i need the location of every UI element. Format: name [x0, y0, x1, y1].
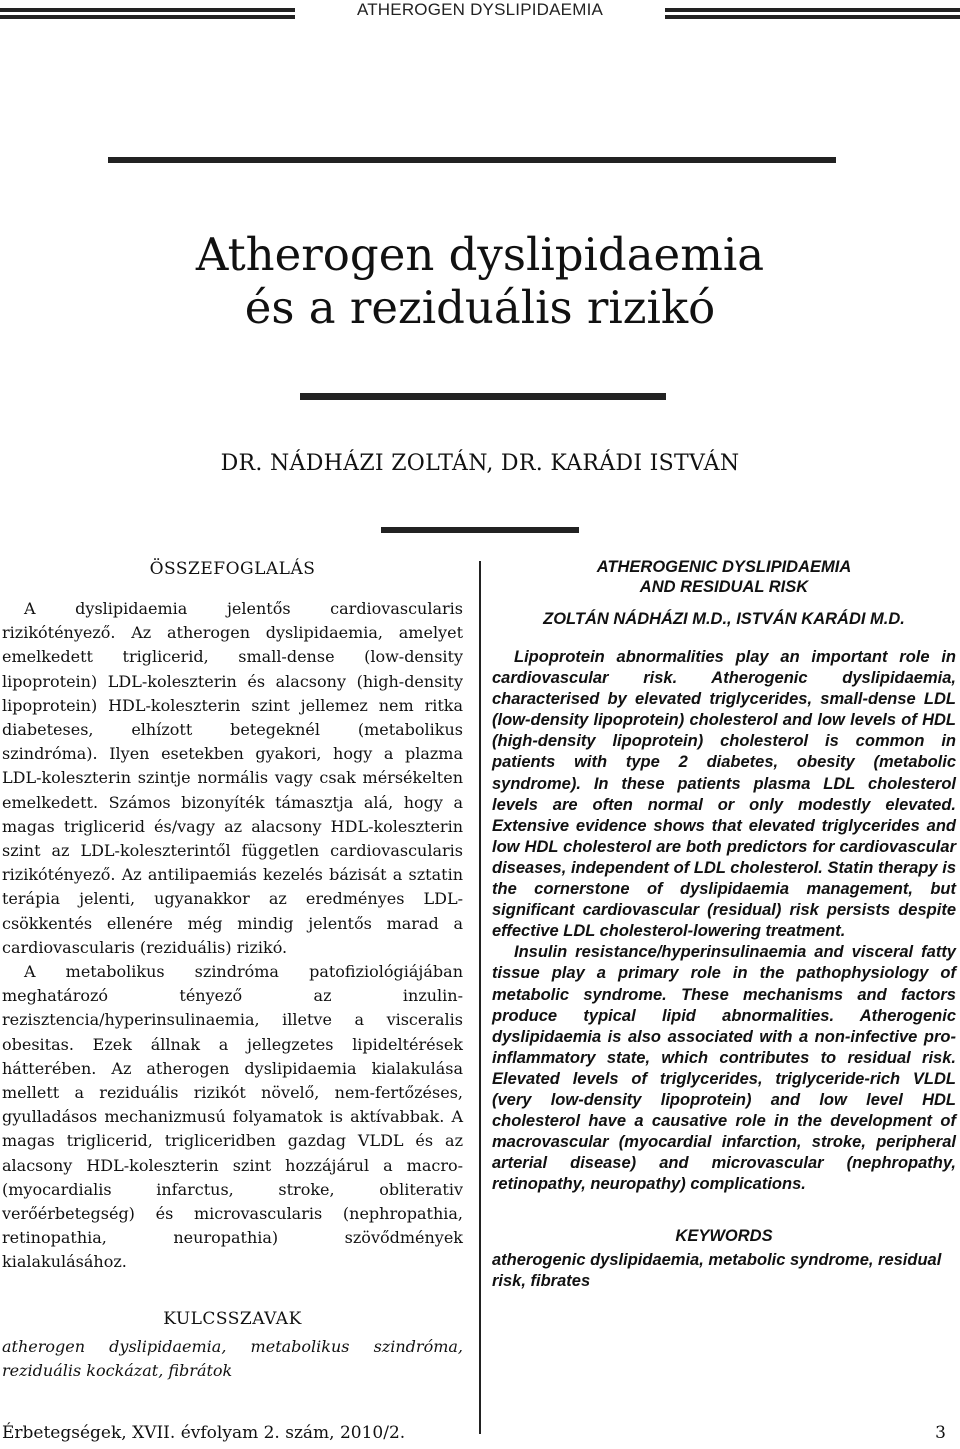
- abstract-english: [492, 557, 956, 1292]
- authors: DR. NÁDHÁZI ZOLTÁN, DR. KARÁDI ISTVÁN: [220, 451, 740, 476]
- english-title-line-2: AND RESIDUAL RISK: [639, 578, 809, 596]
- article-title: [0, 228, 960, 334]
- english-paragraph: Lipoprotein abnormalities play an important role in cardiovascular risk. Atherogenic dyslipidaemia, characterised by elevated triglycerides, small-dense LDL (low-density lipoprotein) cholesterol and low levels of HDL (high-density lipoprotein) cholesterol is common in patients with type 2 diabetes, obesity (metabolic syndrome). In these patients plasma LDL cholesterol levels are often normal or only modestly elevated. Extensive evidence shows that elevated triglycerides and low HDL cholesterol are both predictors for cardiovascular diseases, independent of LDL cholesterol. Statin therapy is the cornerstone of dyslipidaemia management, but significant cardiovascular (residual) risk persists despite effective LDL cholesterol-lowering treatment.: [492, 648, 956, 941]
- summary-body: [2, 597, 463, 1275]
- title-line-1: Atherogen dyslipidaemia: [195, 228, 765, 281]
- keywords-text: atherogen dyslipidaemia, metabolikus szindróma, reziduális kockázat, fibrátok: [2, 1336, 463, 1380]
- keywords-heading: KULCSSZAVAK: [163, 1308, 302, 1329]
- column-divider: [479, 561, 481, 1434]
- english-keywords-text: atherogenic dyslipidaemia, metabolic syndrome, residual risk, fibrates: [492, 1251, 942, 1291]
- title-rule-bottom: [300, 393, 666, 400]
- english-abstract-body: [492, 647, 956, 1195]
- running-head: ATHEROGEN DYSLIPIDAEMIA: [356, 0, 604, 19]
- header-rule-left: [0, 8, 295, 19]
- english-title: [492, 557, 956, 597]
- english-authors: ZOLTÁN NÁDHÁZI M.D., ISTVÁN KARÁDI M.D.: [543, 610, 905, 628]
- english-paragraph: Insulin resistance/hyperinsulinaemia and visceral fatty tissue play a primary role in the pathophysiology of metabolic syndrome. These mechanisms and factors produce typical lipid abnormalities. Atherogenic dyslipidaemia is also associated with a non-infective pro-inflammatory state, which contributes to residual risk. Elevated levels of triglycerides, triglyceride-rich VLDL (very low-density lipoprotein) and low level HDL cholesterol have a causative role in the development of macrovascular (myocardial infarction, stroke, peripheral arterial disease) and microvascular (nephropathy, retinopathy, neuropathy) complications.: [492, 943, 956, 1194]
- summary-heading: ÖSSZEFOGLALÁS: [149, 559, 316, 579]
- summary-paragraph: A dyslipidaemia jelentős cardiovascularis rizikótényező. Az atherogen dyslipidaemia, amelyet emelkedett triglicerid, small-dense (low-density lipoprotein) LDL-koleszterin és alacsony (high-density lipoprotein) HDL-koleszterin szint jellemez nem ritka diabeteses, elhízott betegeknél (metabolikus szindróma). Ilyen esetekben gyakori, hogy a plazma LDL-koleszterin szintje normális vagy csak mérsékelten emelkedett. Számos bizonyíték támasztja alá, hogy a magas triglicerid és/vagy az alacsony HDL-koleszterin szint az LDL-koleszterintől független cardiovascularis rizikótényező. Az antilipaemiás kezelés bázisát a sztatin terápia jelenti, ugyanakkor az eredményes LDL-csökkentés ellenére még mindig jelentős marad a cardiovascularis (reziduális) rizikó.: [2, 599, 463, 957]
- journal-footer: Érbetegségek, XVII. évfolyam 2. szám, 2010/2.: [2, 1423, 406, 1443]
- title-line-2: és a reziduális rizikó: [244, 281, 716, 334]
- summary-paragraph: A metabolikus szindróma patofiziológiájában meghatározó tényező az inzulin- rezisztencia/hyperinsulinaemia, illetve a visceralis obesitas. Ezek állnak a jellegzetes lipideltérések hátterében. Az atherogen dyslipidaemia kialakulása mellett a reziduális rizikót növelő, nem-fertőzéses, gyulladásos mechanizmusú folyamatok is aktívabbak. A magas triglicerid, trigliceridben gazdag VLDL és az alacsony HDL-koleszterin szint hozzájárul a macro- (myocardialis infarctus, stroke, obliterativ verőérbetegség) és microvascularis (nephropathia, retinopathia, neuropathia) szövődmények kialakulásához.: [2, 962, 463, 1272]
- authors-rule: [381, 527, 579, 533]
- english-title-line-1: ATHEROGENIC DYSLIPIDAEMIA: [596, 558, 852, 576]
- page-number: 3: [935, 1423, 946, 1443]
- header-rule-right: [665, 8, 960, 19]
- abstract-hungarian: [2, 559, 463, 1383]
- title-rule-top: [108, 157, 836, 163]
- english-keywords-heading: KEYWORDS: [675, 1227, 773, 1246]
